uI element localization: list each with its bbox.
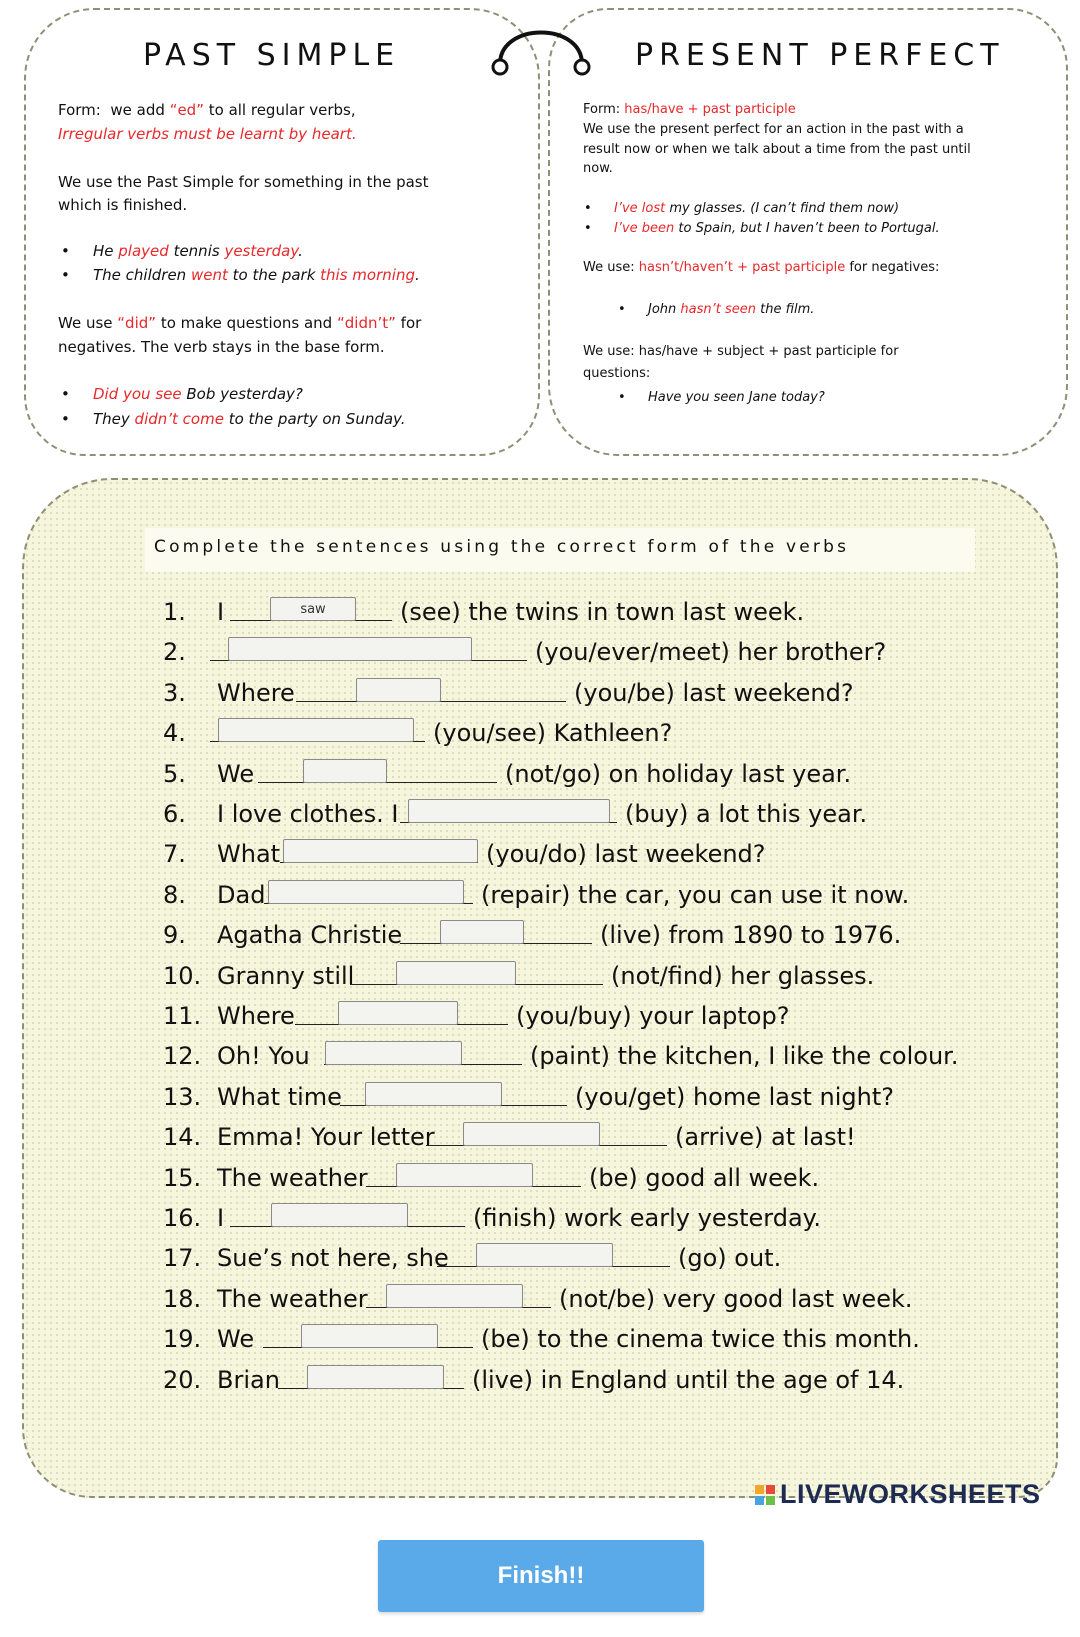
answer-input[interactable]	[396, 961, 516, 985]
item-verb-hint: (go) out.	[678, 1244, 782, 1273]
answer-input[interactable]	[440, 920, 524, 944]
item-prefix-text: Where	[217, 1002, 295, 1030]
answer-input[interactable]	[408, 799, 610, 823]
exercise-item	[163, 796, 1023, 832]
item-prefix-text: The weather	[217, 1284, 368, 1313]
item-verb-hint: (you/ever/meet) her brother?	[535, 638, 887, 667]
past-example-1: • He played tennis yesterday.	[93, 240, 303, 262]
answer-input[interactable]	[271, 1203, 408, 1227]
item-number: 1.	[163, 598, 186, 626]
item-verb-hint: (not/be) very good last week.	[559, 1284, 913, 1313]
answer-input[interactable]	[307, 1365, 444, 1389]
past-example-3: • Did you see Bob yesterday?	[93, 383, 303, 405]
answer-input[interactable]	[303, 759, 387, 783]
exercise-item	[163, 917, 1023, 953]
pp-example-2: • I’ve been to Spain, but I haven’t been to Portugal.	[614, 218, 940, 240]
exercise-instruction: Complete the sentences using the correct form of the verbs	[154, 537, 850, 557]
answer-input[interactable]	[270, 597, 356, 621]
answer-input[interactable]	[283, 839, 478, 863]
pp-form-line: Form: has/have + past participle	[583, 102, 796, 117]
answer-input[interactable]	[325, 1041, 462, 1065]
answer-input[interactable]	[396, 1163, 533, 1187]
item-prefix-text: Sue’s not here, she	[217, 1244, 449, 1273]
item-verb-hint: (you/see) Kathleen?	[433, 719, 673, 748]
exercise-item	[163, 958, 1023, 994]
item-number: 19.	[163, 1325, 202, 1354]
pp-use-line-3: now.	[583, 161, 613, 176]
past-form-line: Form: we add “ed” to all regular verbs,	[58, 101, 356, 119]
answer-input[interactable]	[476, 1243, 613, 1267]
item-prefix-text: Dad	[217, 880, 266, 909]
finish-button[interactable]: Finish!!	[378, 1540, 704, 1612]
pp-example-1: • I’ve lost my glasses. (I can’t find them now)	[614, 198, 899, 220]
item-number: 15.	[163, 1163, 202, 1192]
exercise-item	[163, 836, 1023, 872]
pp-negative-line: We use: hasn’t/haven’t + past participle for negatives:	[583, 260, 940, 275]
past-question-line-2: negatives. The verb stays in the base form.	[58, 338, 385, 356]
past-irregular-note: Irregular verbs must be learnt by heart.	[58, 125, 357, 143]
headset-connector-icon	[486, 14, 602, 76]
item-prefix-text: We	[217, 1325, 255, 1354]
item-prefix-text: What time	[217, 1082, 342, 1111]
item-number: 14.	[163, 1123, 202, 1152]
item-prefix-text: Emma! Your letter	[217, 1123, 435, 1152]
exercise-item	[163, 594, 1023, 630]
item-prefix-text: What	[217, 840, 281, 869]
answer-input[interactable]	[365, 1082, 502, 1106]
past-example-4: • They didn’t come to the party on Sunday.	[93, 408, 406, 430]
item-number: 18.	[163, 1284, 202, 1313]
answer-input[interactable]	[268, 880, 464, 904]
exercise-item	[163, 1321, 1023, 1357]
item-number: 4.	[163, 719, 186, 748]
item-number: 8.	[163, 880, 186, 909]
item-verb-hint: (you/buy) your laptop?	[516, 1002, 790, 1030]
exercise-item	[163, 998, 1023, 1034]
item-prefix-text: The weather	[217, 1163, 368, 1192]
item-verb-hint: (not/find) her glasses.	[611, 961, 875, 990]
item-prefix-text: Agatha Christie	[217, 921, 403, 950]
exercise-item	[163, 1079, 1023, 1115]
item-prefix-text: I	[217, 598, 225, 626]
pp-example-4: • Have you seen Jane today?	[648, 387, 825, 409]
past-simple-title: PAST SIMPLE	[143, 38, 401, 73]
item-verb-hint: (live) in England until the age of 14.	[472, 1365, 905, 1394]
item-verb-hint: (be) to the cinema twice this month.	[481, 1325, 920, 1354]
exercise-item	[163, 715, 1023, 751]
item-number: 3.	[163, 678, 186, 707]
past-use-line-2: which is finished.	[58, 196, 188, 214]
item-prefix-text: Granny still	[217, 961, 355, 990]
answer-input[interactable]	[301, 1324, 438, 1348]
item-number: 5.	[163, 759, 186, 788]
past-use-line-1: We use the Past Simple for something in the past	[58, 173, 429, 191]
pp-use-line-2: result now or when we talk about a time from the past until	[583, 142, 971, 157]
item-verb-hint: (be) good all week.	[589, 1163, 820, 1192]
answer-input[interactable]	[463, 1122, 600, 1146]
answer-input[interactable]	[218, 718, 414, 742]
item-verb-hint: (paint) the kitchen, I like the colour.	[530, 1042, 959, 1071]
item-prefix-text: Where	[217, 678, 295, 707]
exercise-item	[163, 675, 1023, 711]
item-verb-hint: (arrive) at last!	[675, 1123, 856, 1152]
item-verb-hint: (live) from 1890 to 1976.	[600, 921, 902, 950]
item-prefix-text: I	[217, 1204, 225, 1232]
item-number: 9.	[163, 921, 186, 950]
item-verb-hint: (repair) the car, you can use it now.	[481, 880, 910, 909]
item-verb-hint: (not/go) on holiday last year.	[505, 759, 852, 788]
item-prefix-text: Oh! You	[217, 1042, 310, 1071]
exercise-item	[163, 1038, 1023, 1074]
item-verb-hint: (finish) work early yesterday.	[473, 1204, 822, 1232]
item-number: 6.	[163, 800, 186, 828]
item-number: 11.	[163, 1002, 202, 1030]
answer-input[interactable]	[338, 1001, 458, 1025]
item-verb-hint: (see) the twins in town last week.	[400, 598, 805, 626]
past-example-2: • The children went to the park this morning.	[93, 264, 420, 286]
item-prefix-text: We	[217, 759, 255, 788]
exercise-item	[163, 1362, 1023, 1398]
pp-question-line-1: We use: has/have + subject + past participle for	[583, 344, 899, 359]
item-number: 13.	[163, 1082, 202, 1111]
item-number: 16.	[163, 1204, 202, 1232]
item-prefix-text: Brian	[217, 1365, 280, 1394]
past-question-line-1: We use “did” to make questions and “didn’t” for	[58, 314, 422, 332]
exercise-item	[163, 1119, 1023, 1155]
exercise-item	[163, 1160, 1023, 1196]
item-number: 10.	[163, 961, 202, 990]
exercise-item	[163, 877, 1023, 913]
item-verb-hint: (buy) a lot this year.	[625, 800, 868, 828]
pp-example-3: • John hasn’t seen the film.	[648, 299, 814, 321]
exercise-item	[163, 1200, 1023, 1236]
exercise-item	[163, 634, 1023, 670]
exercise-item	[163, 756, 1023, 792]
answer-input[interactable]	[228, 637, 472, 661]
item-number: 2.	[163, 638, 186, 667]
present-perfect-title: PRESENT PERFECT	[635, 38, 1005, 73]
exercise-item	[163, 1240, 1023, 1276]
item-number: 7.	[163, 840, 186, 869]
answer-input[interactable]	[386, 1284, 523, 1308]
answer-input[interactable]	[356, 678, 441, 702]
item-number: 20.	[163, 1365, 202, 1394]
item-verb-hint: (you/be) last weekend?	[574, 678, 854, 707]
item-number: 17.	[163, 1244, 202, 1273]
pp-question-line-2: questions:	[583, 366, 651, 381]
item-verb-hint: (you/do) last weekend?	[486, 840, 766, 869]
item-prefix-text: I love clothes. I	[217, 800, 399, 828]
liveworksheets-logo: LIVEWORKSHEETS	[780, 1479, 1041, 1509]
exercise-item	[163, 1281, 1023, 1317]
item-verb-hint: (you/get) home last night?	[575, 1082, 895, 1111]
item-number: 12.	[163, 1042, 202, 1071]
pp-use-line-1: We use the present perfect for an action in the past with a	[583, 122, 964, 137]
